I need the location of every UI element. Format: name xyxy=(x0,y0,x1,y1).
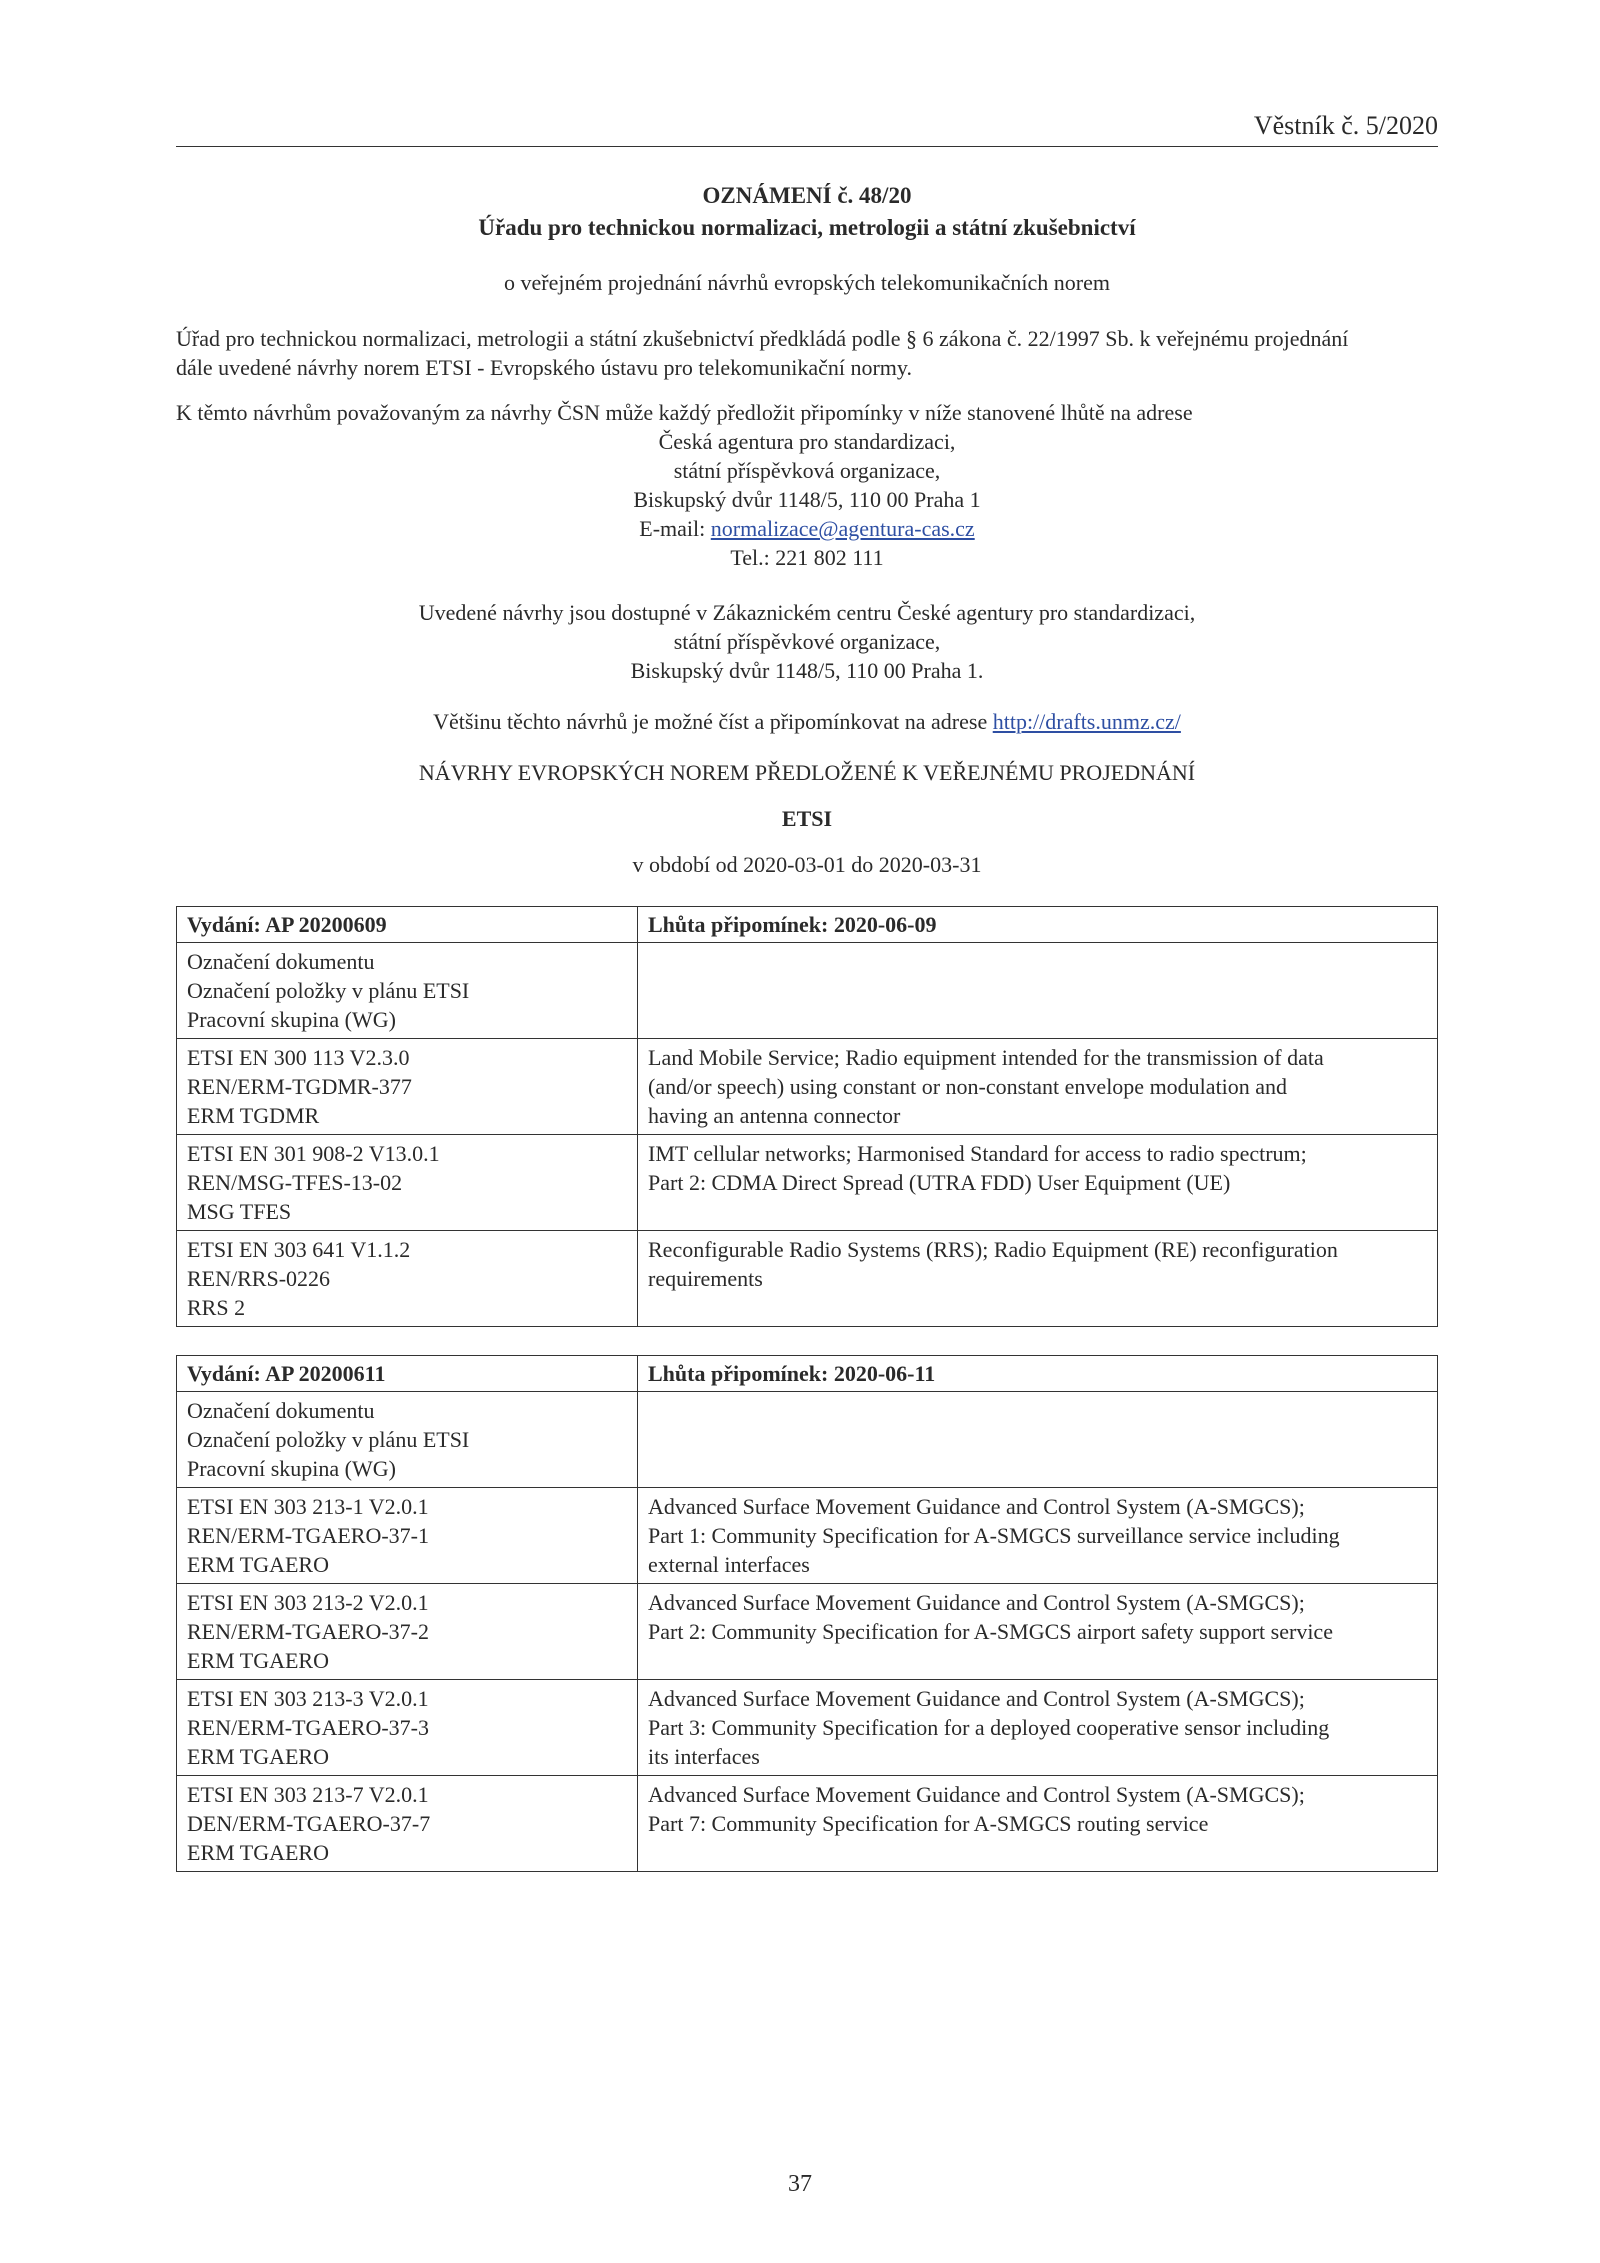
notice-body xyxy=(176,180,1438,1872)
submission-address xyxy=(176,427,1438,572)
document-designation: ETSI EN 301 908-2 V13.0.1 xyxy=(187,1141,440,1166)
address-line-1: Česká agentura pro standardizaci, xyxy=(658,429,956,454)
drafts-link[interactable]: http://drafts.unmz.cz/ xyxy=(992,709,1181,734)
email-link[interactable]: normalizace@agentura-cas.cz xyxy=(710,516,975,541)
phone-line: Tel.: 221 802 111 xyxy=(730,545,884,570)
document-title-cell xyxy=(638,1680,1438,1776)
notice-issuer: Úřadu pro technickou normalizaci, metrologii a státní zkušebnictví xyxy=(478,215,1136,240)
email-line xyxy=(176,514,1438,543)
work-item: REN/ERM-TGAERO-37-1 xyxy=(187,1523,429,1548)
online-access-line xyxy=(176,707,1438,736)
document-title-cell xyxy=(638,1776,1438,1872)
availability-line-1: Uvedené návrhy jsou dostupné v Zákaznickém centru České agentury pro standardizaci, xyxy=(418,600,1196,625)
title-line: Part 7: Community Specification for A-SMGCS routing service xyxy=(648,1811,1209,1836)
document-id-cell xyxy=(177,1488,638,1584)
legend-line: Pracovní skupina (WG) xyxy=(187,1456,396,1481)
work-item: REN/ERM-TGDMR-377 xyxy=(187,1074,412,1099)
comments-paragraph: K těmto návrhům považovaným za návrhy ČSN může každý předložit připomínky v níže stanovené lhůtě na adrese xyxy=(176,400,1193,425)
document-designation: ETSI EN 303 213-3 V2.0.1 xyxy=(187,1686,429,1711)
header-rule xyxy=(176,146,1438,147)
document-id-cell xyxy=(177,1039,638,1135)
title-line: IMT cellular networks; Harmonised Standard for access to radio spectrum; xyxy=(648,1141,1307,1166)
table-row xyxy=(177,1039,1438,1135)
availability-line-3: Biskupský dvůr 1148/5, 110 00 Praha 1. xyxy=(630,658,984,683)
title-line: Advanced Surface Movement Guidance and Control System (A-SMGCS); xyxy=(648,1494,1305,1519)
table-header-row xyxy=(177,1356,1438,1392)
table-header-row xyxy=(177,907,1438,943)
document-id-cell xyxy=(177,1231,638,1327)
title-line: Reconfigurable Radio Systems (RRS); Radio Equipment (RE) reconfiguration xyxy=(648,1237,1338,1262)
title-line: having an antenna connector xyxy=(648,1103,901,1128)
legend-row xyxy=(177,943,1438,1039)
title-line: Part 2: Community Specification for A-SMGCS airport safety support service xyxy=(648,1619,1333,1644)
work-item: REN/RRS-0226 xyxy=(187,1266,331,1291)
document-designation: ETSI EN 300 113 V2.3.0 xyxy=(187,1045,410,1070)
title-line: Advanced Surface Movement Guidance and Control System (A-SMGCS); xyxy=(648,1590,1305,1615)
legend-line: Označení dokumentu xyxy=(187,949,375,974)
title-line: Advanced Surface Movement Guidance and Control System (A-SMGCS); xyxy=(648,1686,1305,1711)
legend-empty-cell xyxy=(638,1392,1438,1488)
legend-line: Označení dokumentu xyxy=(187,1398,375,1423)
work-item: DEN/ERM-TGAERO-37-7 xyxy=(187,1811,431,1836)
document-title-cell xyxy=(638,1135,1438,1231)
document-designation: ETSI EN 303 213-7 V2.0.1 xyxy=(187,1782,429,1807)
working-group: RRS 2 xyxy=(187,1295,246,1320)
legend-line: Označení položky v plánu ETSI xyxy=(187,1427,470,1452)
availability-line-2: státní příspěvkové organizace, xyxy=(673,629,941,654)
document-title-cell xyxy=(638,1231,1438,1327)
running-head: Věstník č. 5/2020 xyxy=(1253,111,1438,140)
title-line: (and/or speech) using constant or non-constant envelope modulation and xyxy=(648,1074,1288,1099)
table-row xyxy=(177,1584,1438,1680)
legend-cell xyxy=(177,1392,638,1488)
email-label: E-mail: xyxy=(639,516,711,541)
title-line: Part 1: Community Specification for A-SMGCS surveillance service including xyxy=(648,1523,1340,1548)
drafts-table-1 xyxy=(176,906,1438,1327)
document-designation: ETSI EN 303 641 V1.1.2 xyxy=(187,1237,411,1262)
legend-empty-cell xyxy=(638,943,1438,1039)
table-row xyxy=(177,1231,1438,1327)
table-row xyxy=(177,1776,1438,1872)
legend-cell xyxy=(177,943,638,1039)
document-title-cell xyxy=(638,1584,1438,1680)
document-id-cell xyxy=(177,1680,638,1776)
working-group: ERM TGDMR xyxy=(187,1103,320,1128)
working-group: ERM TGAERO xyxy=(187,1840,329,1865)
address-line-2: státní příspěvková organizace, xyxy=(673,458,941,483)
document-id-cell xyxy=(177,1135,638,1231)
table-row xyxy=(177,1680,1438,1776)
title-line: requirements xyxy=(648,1266,763,1291)
document-designation: ETSI EN 303 213-2 V2.0.1 xyxy=(187,1590,429,1615)
working-group: ERM TGAERO xyxy=(187,1744,329,1769)
working-group: ERM TGAERO xyxy=(187,1552,329,1577)
legend-line: Pracovní skupina (WG) xyxy=(187,1007,396,1032)
table-row xyxy=(177,1135,1438,1231)
intro-line-2: dále uvedené návrhy norem ETSI - Evropského ústavu pro telekomunikační normy. xyxy=(176,355,912,380)
work-item: REN/ERM-TGAERO-37-2 xyxy=(187,1619,429,1644)
page-number: 37 xyxy=(788,2171,812,2197)
title-line: external interfaces xyxy=(648,1552,810,1577)
document-designation: ETSI EN 303 213-1 V2.0.1 xyxy=(187,1494,429,1519)
table-row xyxy=(177,1488,1438,1584)
availability-address xyxy=(176,598,1438,685)
deadline-cell: Lhůta připomínek: 2020-06-09 xyxy=(638,907,1438,943)
title-line: Land Mobile Service; Radio equipment intended for the transmission of data xyxy=(648,1045,1324,1070)
document-title-cell xyxy=(638,1039,1438,1135)
work-item: REN/ERM-TGAERO-37-3 xyxy=(187,1715,429,1740)
document-title-cell xyxy=(638,1488,1438,1584)
title-line: Advanced Surface Movement Guidance and Control System (A-SMGCS); xyxy=(648,1782,1305,1807)
document-id-cell xyxy=(177,1584,638,1680)
title-line: its interfaces xyxy=(648,1744,760,1769)
section-heading: NÁVRHY EVROPSKÝCH NOREM PŘEDLOŽENÉ K VEŘEJNÉMU PROJEDNÁNÍ xyxy=(418,760,1196,785)
legend-row xyxy=(177,1392,1438,1488)
document-id-cell xyxy=(177,1776,638,1872)
drafts-table-2 xyxy=(176,1355,1438,1872)
working-group: ERM TGAERO xyxy=(187,1648,329,1673)
work-item: REN/MSG-TFES-13-02 xyxy=(187,1170,403,1195)
legend-line: Označení položky v plánu ETSI xyxy=(187,978,470,1003)
title-line: Part 2: CDMA Direct Spread (UTRA FDD) User Equipment (UE) xyxy=(648,1170,1231,1195)
deadline-cell: Lhůta připomínek: 2020-06-11 xyxy=(638,1356,1438,1392)
issue-cell: Vydání: AP 20200611 xyxy=(177,1356,638,1392)
period-line: v období od 2020-03-01 do 2020-03-31 xyxy=(632,852,982,877)
intro-line-1: Úřad pro technickou normalizaci, metrologii a státní zkušebnictví předkládá podle § 6 zákona č. 22/1997 Sb. k veřejnému projednání xyxy=(176,326,1349,351)
working-group: MSG TFES xyxy=(187,1199,292,1224)
online-prefix: Většinu těchto návrhů je možné číst a připomínkovat na adrese xyxy=(433,709,993,734)
intro-paragraph xyxy=(176,324,1438,382)
organization-heading: ETSI xyxy=(781,806,833,831)
notice-title: OZNÁMENÍ č. 48/20 xyxy=(702,183,912,208)
address-line-3: Biskupský dvůr 1148/5, 110 00 Praha 1 xyxy=(633,487,981,512)
issue-cell: Vydání: AP 20200609 xyxy=(177,907,638,943)
notice-subtitle: o veřejném projednání návrhů evropských telekomunikačních norem xyxy=(503,270,1111,295)
title-line: Part 3: Community Specification for a deployed cooperative sensor including xyxy=(648,1715,1330,1740)
